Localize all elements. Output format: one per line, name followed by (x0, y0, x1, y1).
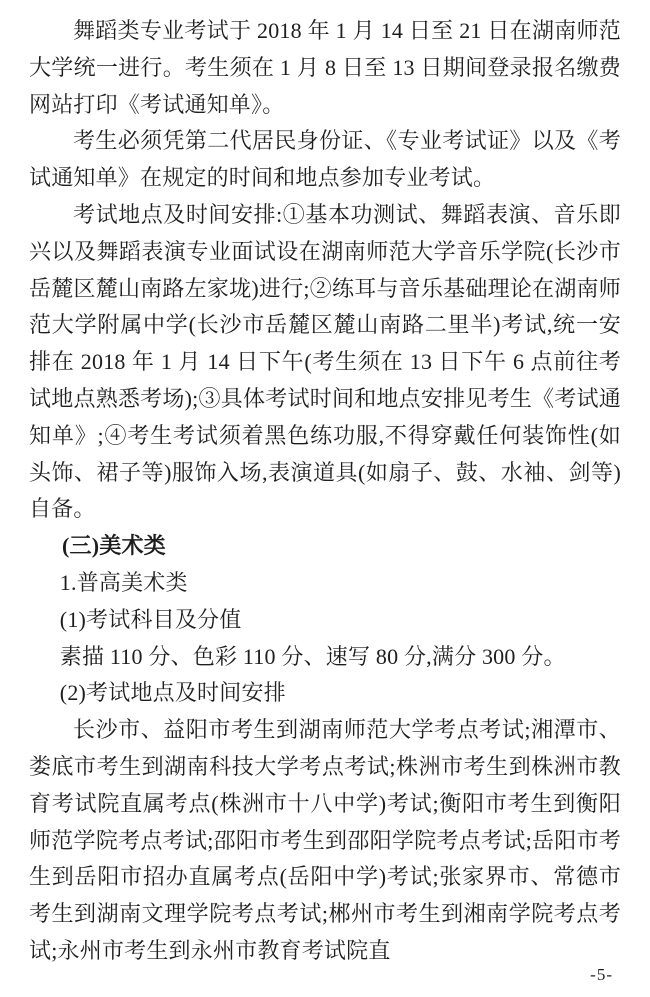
paragraph-2: 考生必须凭第二代居民身份证、《专业考试证》以及《考试通知单》在规定的时间和地点参加专业考试。 (29, 128, 621, 191)
paragraph-8: (2)考试地点及时间安排 (59, 680, 286, 706)
page-number: -5- (590, 965, 613, 984)
document-body (29, 13, 621, 970)
paragraph-4: (三)美术类 (62, 533, 166, 559)
paragraph-7: 素描 110 分、色彩 110 分、速写 80 分,满分 300 分。 (59, 643, 566, 669)
paragraph-3: 考试地点及时间安排:①基本功测试、舞蹈表演、音乐即兴以及舞蹈表演专业面试设在湖南师范大学音乐学院(长沙市岳麓区麓山南路左家垅)进行;②练耳与音乐基础理论在湖南师范大学附属中学(长沙市岳麓区麓山南路二里半)考试,统一安排在 2018 年 1 月 14 日下午(考生须在 13 日下午 6 点前往考试地点熟悉考场);③具体考试时间和地点安排见考生《考试通知单》;④考生考试须着黑色练功服,不得穿戴任何装饰性(如头饰、裙子等)服饰入场,表演道具(如扇子、鼓、水袖、剑等)自备。 (29, 201, 621, 522)
paragraph-9: 长沙市、益阳市考生到湖南师范大学考点考试;湘潭市、娄底市考生到湖南科技大学考点考试;株洲市考生到株洲市教育考试院直属考点(株洲市十八中学)考试;衡阳市考生到衡阳师范学院考点考试;邵阳市考生到邵阳学院考点考试;岳阳市考生到岳阳市招办直属考点(岳阳中学)考试;张家界市、常德市考生到湖南文理学院考点考试;郴州市考生到湘南学院考点考试;永州市考生到永州市教育考试院直 (29, 717, 621, 963)
paragraph-5: 1.普高美术类 (59, 569, 188, 595)
paragraph-6: (1)考试科目及分值 (59, 606, 242, 632)
paragraph-1: 舞蹈类专业考试于 2018 年 1 月 14 日至 21 日在湖南师范大学统一进行。考生须在 1 月 8 日至 13 日期间登录报名缴费网站打印《考试通知单》。 (29, 18, 621, 117)
